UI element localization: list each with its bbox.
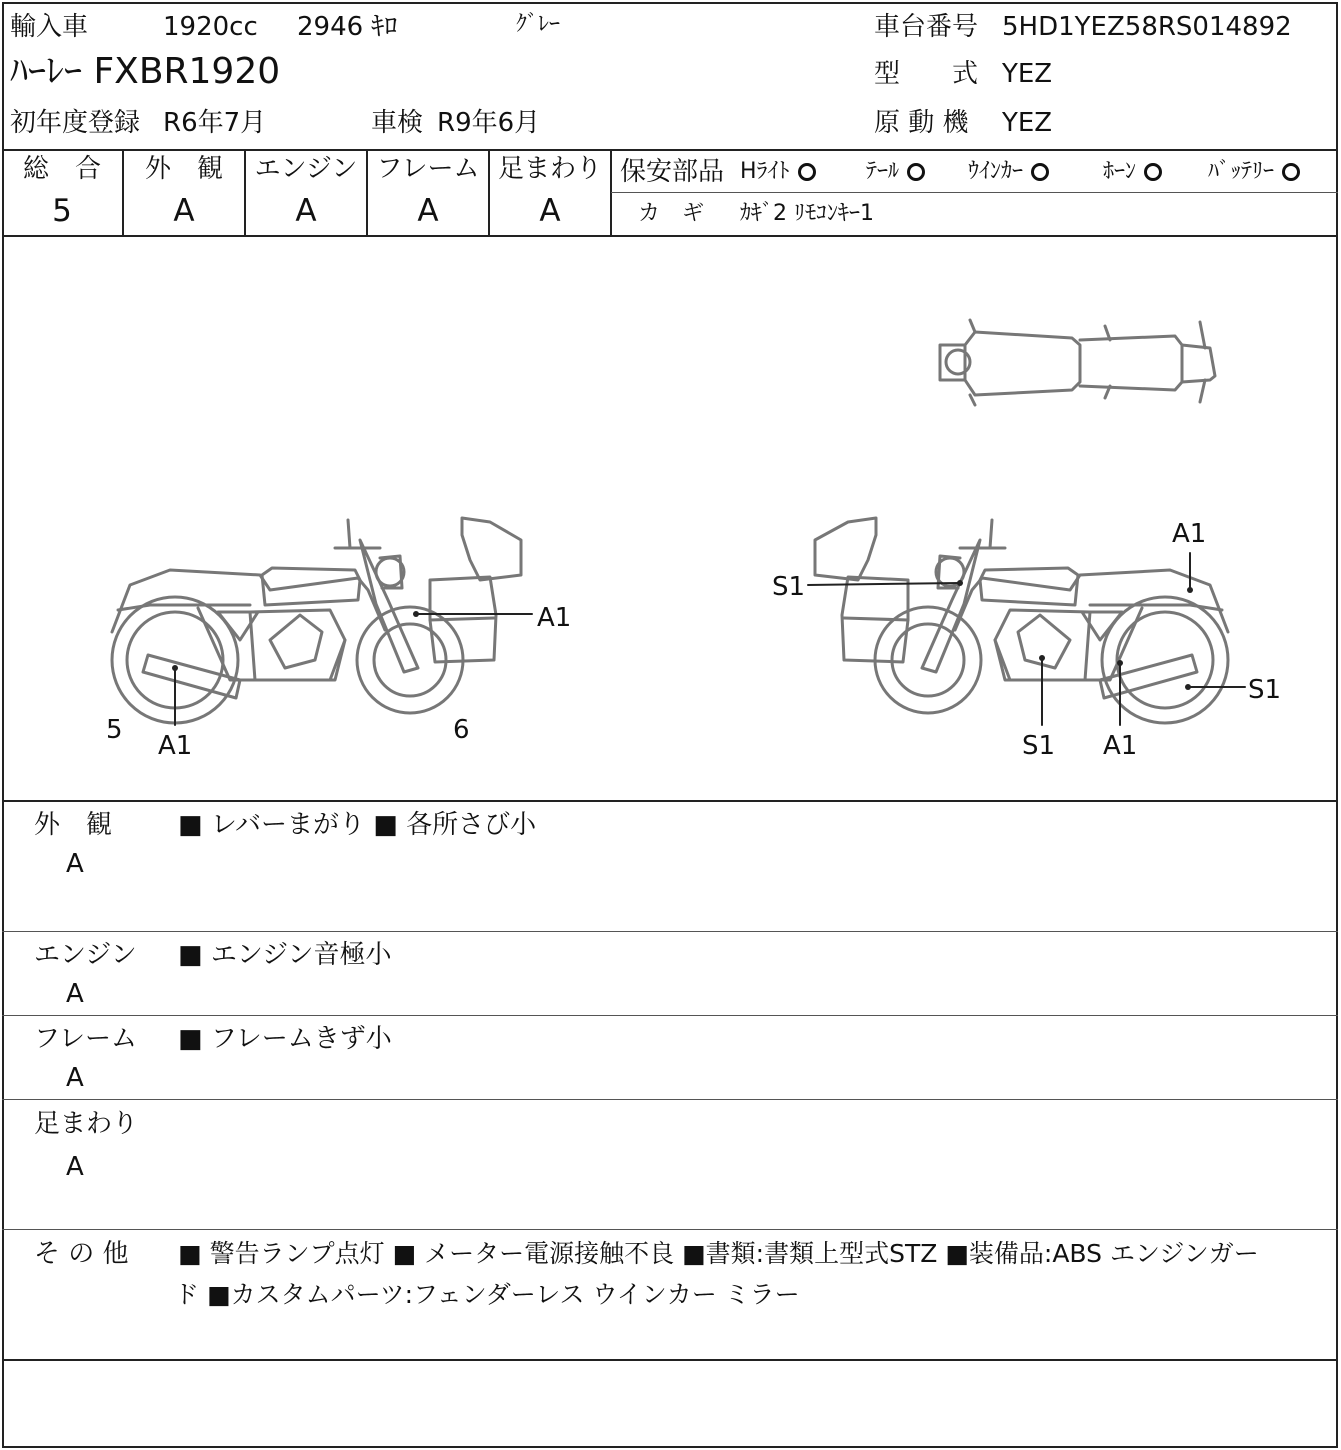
left-side-view	[112, 518, 521, 723]
remark-suspension-category: 足まわり	[34, 1109, 139, 1139]
diagram-label-s1-wheel: S1	[1248, 675, 1282, 705]
engine-value: YEZ	[1002, 108, 1053, 138]
safety-part-headlight: Hﾗｲﾄ	[740, 161, 816, 183]
remark-frame-grade: A	[66, 1063, 84, 1093]
grade-frame-value: A	[417, 193, 439, 229]
safety-part-battery: ﾊﾞｯﾃﾘｰ	[1208, 161, 1300, 183]
grade-suspension-label: 足まわり	[497, 154, 602, 184]
first-reg-value: R6年7月	[163, 108, 267, 138]
remark-engine-category: エンジン	[34, 940, 137, 970]
leader-lines	[175, 553, 1245, 725]
top-view	[940, 320, 1215, 405]
grade-overall-value: 5	[52, 193, 72, 229]
grade-overall-label: 総 合	[22, 154, 101, 184]
key-label: カ ギ	[638, 201, 705, 226]
remarks-divider	[2, 1229, 1338, 1230]
remark-frame-text: ■ フレームきず小	[178, 1024, 392, 1054]
right-side-view	[815, 518, 1228, 723]
safety-part-horn: ﾎｰﾝ	[1103, 161, 1162, 183]
engine-label: 原 動 機	[874, 108, 969, 138]
diagram-label-s1-left: S1	[772, 572, 806, 602]
grade-engine-label: エンジン	[254, 154, 358, 184]
diagram-label-a1-top: A1	[1172, 519, 1207, 549]
remark-other-text-line2: ド ■カスタムパーツ:フェンダーレス ウインカー ミラー	[174, 1280, 800, 1309]
grade-exterior-value: A	[173, 193, 195, 229]
displacement: 1920cc	[163, 12, 258, 42]
safety-parts-label: 保安部品	[620, 157, 725, 187]
remark-frame-category: フレーム	[34, 1024, 137, 1054]
grade-engine-value: A	[295, 193, 317, 229]
inspection-value: R9年6月	[437, 108, 541, 138]
frame-no: 5HD1YEZ58RS014892	[1002, 12, 1292, 42]
safety-part-tail: ﾃｰﾙ	[866, 161, 925, 183]
remarks-top-line	[2, 800, 1338, 802]
remark-exterior-category: 外 観	[34, 810, 113, 840]
first-reg-label: 初年度登録	[10, 108, 141, 138]
model-name: ﾊｰﾚｰ FXBR1920	[10, 51, 281, 92]
remark-other-text-line1: ■ 警告ランプ点灯 ■ メーター電源接触不良 ■書類:書類上型式STZ ■装備品:ABS エンジンガー	[178, 1239, 1259, 1268]
color: ｸﾞﾚｰ	[516, 12, 561, 37]
remark-other-category: そ の 他	[34, 1239, 129, 1269]
type-label: 型 式	[874, 59, 979, 89]
diagram-label-a1-muffler: A1	[158, 731, 193, 761]
type-value: YEZ	[1002, 59, 1053, 89]
remark-exterior-grade: A	[66, 849, 84, 879]
remark-engine-grade: A	[66, 979, 84, 1009]
remarks-divider	[2, 1099, 1338, 1100]
mileage: 2946 ｷﾛ	[297, 12, 398, 42]
import-label: 輸入車	[10, 12, 89, 42]
remark-suspension-grade: A	[66, 1152, 84, 1182]
remarks-divider	[2, 1015, 1338, 1016]
inspection-label: 車検	[371, 108, 424, 138]
remarks-divider	[2, 931, 1338, 932]
diagram-label-s1-bottom: S1	[1022, 731, 1056, 761]
grade-exterior-label: 外 観	[144, 154, 223, 184]
grade-frame-label: フレーム	[376, 154, 480, 184]
diagram-label-5: 5	[106, 715, 123, 745]
frame-no-label: 車台番号	[874, 12, 979, 42]
diagram-label-a1-bottom: A1	[1103, 731, 1138, 761]
diagram-label-6: 6	[453, 715, 470, 745]
grade-suspension-value: A	[539, 193, 561, 229]
remark-exterior-text: ■ レバーまがり ■ 各所さび小	[178, 810, 537, 840]
remark-engine-text: ■ エンジン音極小	[178, 940, 392, 970]
diagram-label-a1-tank: A1	[537, 603, 572, 633]
key-value: ｶｷﾞ2 ﾘﾓｺﾝｷｰ1	[740, 201, 874, 226]
safety-part-winker: ｳｲﾝｶｰ	[968, 161, 1049, 183]
remarks-bottom-line	[2, 1359, 1338, 1361]
